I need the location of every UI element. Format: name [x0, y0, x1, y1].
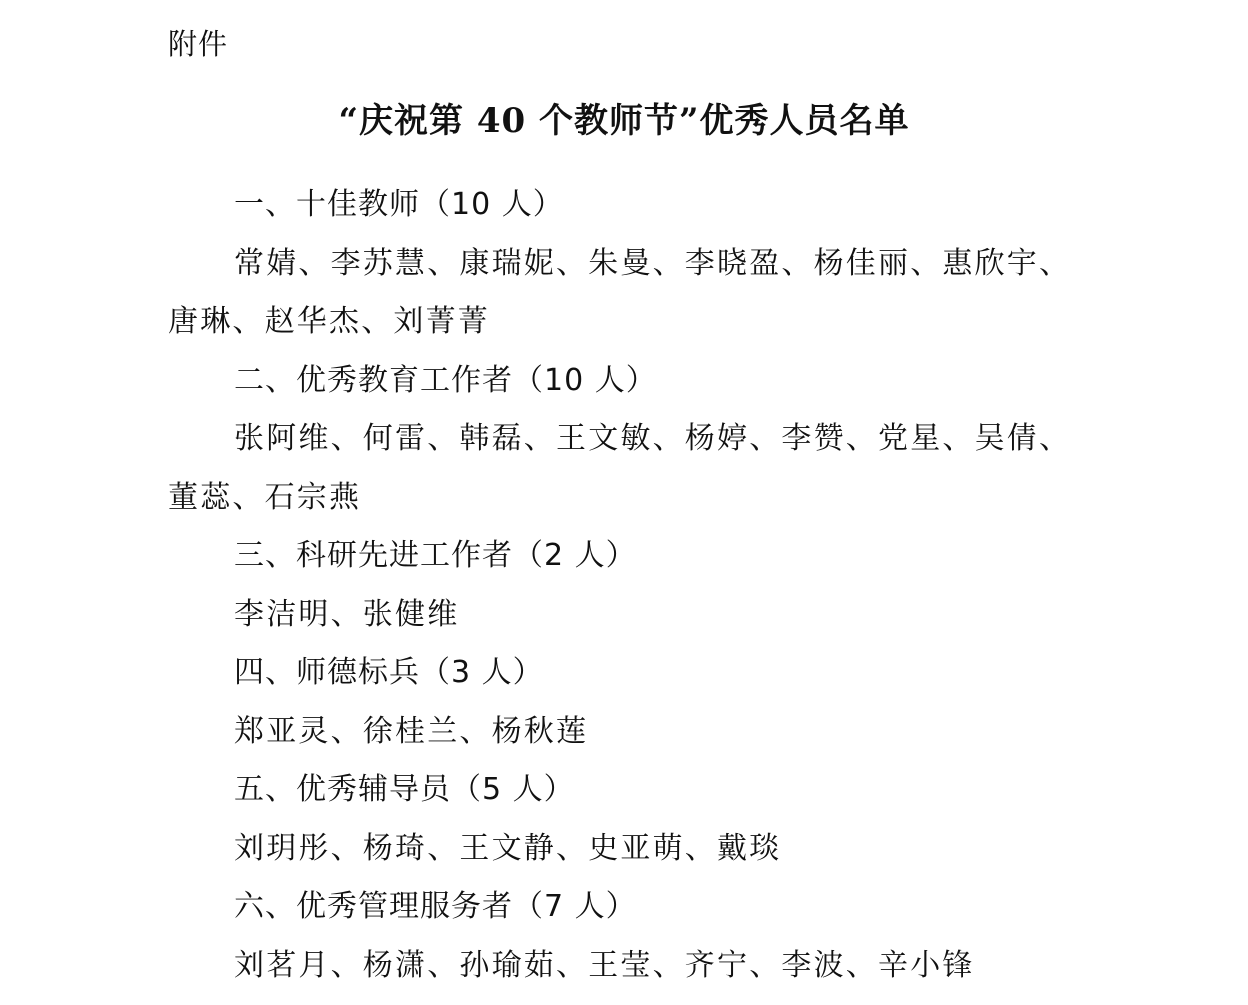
- section-names: 刘玥彤、杨琦、王文静、史亚萌、戴琰: [234, 830, 782, 866]
- section-top-ten-teachers: [168, 176, 1098, 352]
- section-outstanding-counselors: [168, 761, 1098, 878]
- section-heading: 一、十佳教师（10 人）: [234, 187, 564, 222]
- section-management-service: [168, 878, 1098, 995]
- section-heading: 四、师德标兵（3 人）: [234, 655, 544, 690]
- section-names: 常婧、李苏慧、康瑞妮、朱曼、李晓盈、杨佳丽、惠欣宇、唐琳、赵华杰、刘菁菁: [168, 245, 1072, 339]
- section-names: 郑亚灵、徐桂兰、杨秋莲: [234, 713, 589, 749]
- attachment-label: 附件: [168, 27, 229, 61]
- section-heading: 三、科研先进工作者（2 人）: [234, 538, 637, 573]
- section-research-workers: [168, 527, 1098, 644]
- document-title: “庆祝第 40 个教师节”优秀人员名单: [338, 101, 910, 141]
- section-heading: 二、优秀教育工作者（10 人）: [234, 362, 657, 398]
- section-heading: 五、优秀辅导员（5 人）: [234, 772, 575, 807]
- award-list: [168, 176, 1098, 995]
- section-names: 李洁明、张健维: [234, 596, 460, 632]
- section-ethics-models: [168, 644, 1098, 761]
- section-outstanding-educators: [168, 352, 1098, 528]
- section-names: 刘茗月、杨潇、孙瑜茹、王莹、齐宁、李波、辛小锋: [234, 947, 975, 983]
- section-heading: 六、优秀管理服务者（7 人）: [234, 889, 637, 924]
- section-names: 张阿维、何雷、韩磊、王文敏、杨婷、李赞、党星、吴倩、董蕊、石宗燕: [168, 421, 1072, 515]
